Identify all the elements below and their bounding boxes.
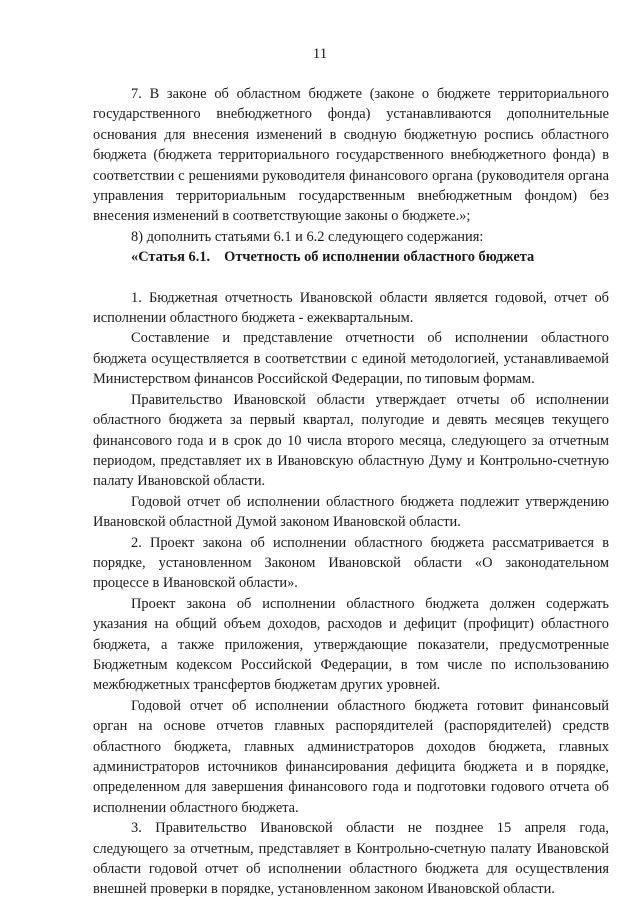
article-label: «Статья 6.1.: [131, 249, 211, 266]
article-title: Отчетность об исполнении областного бюджета: [224, 249, 535, 266]
paragraph-item-8: 8) дополнить статьями 6.1 и 6.2 следующего содержания:: [131, 228, 484, 245]
document-body: [93, 84, 609, 900]
paragraph-1: 1. Бюджетная отчетность Ивановской области является годовой, отчет об исполнении областного бюджета - ежеквартальным.: [93, 289, 609, 327]
paragraph-2: Составление и представление отчетности об исполнении областного бюджета осуществляется в соответствии с единой методологией, устанавливаемой Министерством финансов Российской Федерации, по типовым формам.: [93, 330, 609, 388]
paragraph-5: 2. Проект закона об исполнении областного бюджета рассматривается в порядке, установленном Законом Ивановской области «О законодательном процессе в Ивановской области».: [93, 534, 609, 592]
paragraph-item-7: 7. В законе об областном бюджете (законе о бюджете территориального государственного внебюджетного фонда) устанавливаются дополнительные основания для внесения изменений в сводную бюджетную роспись областного бюджета (бюджета территориального государственного внебюджетного фонда) в соответствии с решениями руководителя финансового органа (руководителя органа управления территориальным государственным внебюджетным фондом) без внесения изменений в соответствующие законы о бюджете.»;: [93, 86, 609, 225]
paragraph-8: 3. Правительство Ивановской области не позднее 15 апреля года, следующего за отчетным, представляет в Контрольно-счетную палату Ивановской области годовой отчет об исполнении областного бюджета для осуществления внешней проверки в порядке, установленном законом Ивановской области.: [93, 820, 609, 898]
paragraph-3: Правительство Ивановской области утверждает отчеты об исполнении областного бюджета за первый квартал, полугодие и девять месяцев текущего финансового года и в срок до 10 числа второго месяца, следующего за отчетным периодом, представляет их в Ивановскую областную Думу и Контрольно-счетную палату Ивановской области.: [93, 391, 609, 490]
paragraph-7: Годовой отчет об исполнении областного бюджета готовит финансовый орган на основе отчетов главных распорядителей (распорядителей) средств областного бюджета, главных администраторов доходов бюджета, главных администраторов источников финансирования дефицита бюджета и в порядке, определенном для завершения финансового года и подготовки годового отчета об исполнении областного бюджета.: [93, 697, 609, 816]
paragraph-6: Проект закона об исполнении областного бюджета должен содержать указания на общий объем доходов, расходов и дефицит (профицит) областного бюджета, а также приложения, утверждающие показатели, предусмотренные Бюджетным кодексом Российской Федерации, в том числе по использованию межбюджетных трансфертов бюджетам других уровней.: [93, 595, 609, 694]
article-heading: [93, 247, 609, 267]
paragraph-4: Годовой отчет об исполнении областного бюджета подлежит утверждению Ивановской областной Думой законом Ивановской области.: [93, 493, 609, 531]
page-number: 11: [312, 46, 328, 62]
